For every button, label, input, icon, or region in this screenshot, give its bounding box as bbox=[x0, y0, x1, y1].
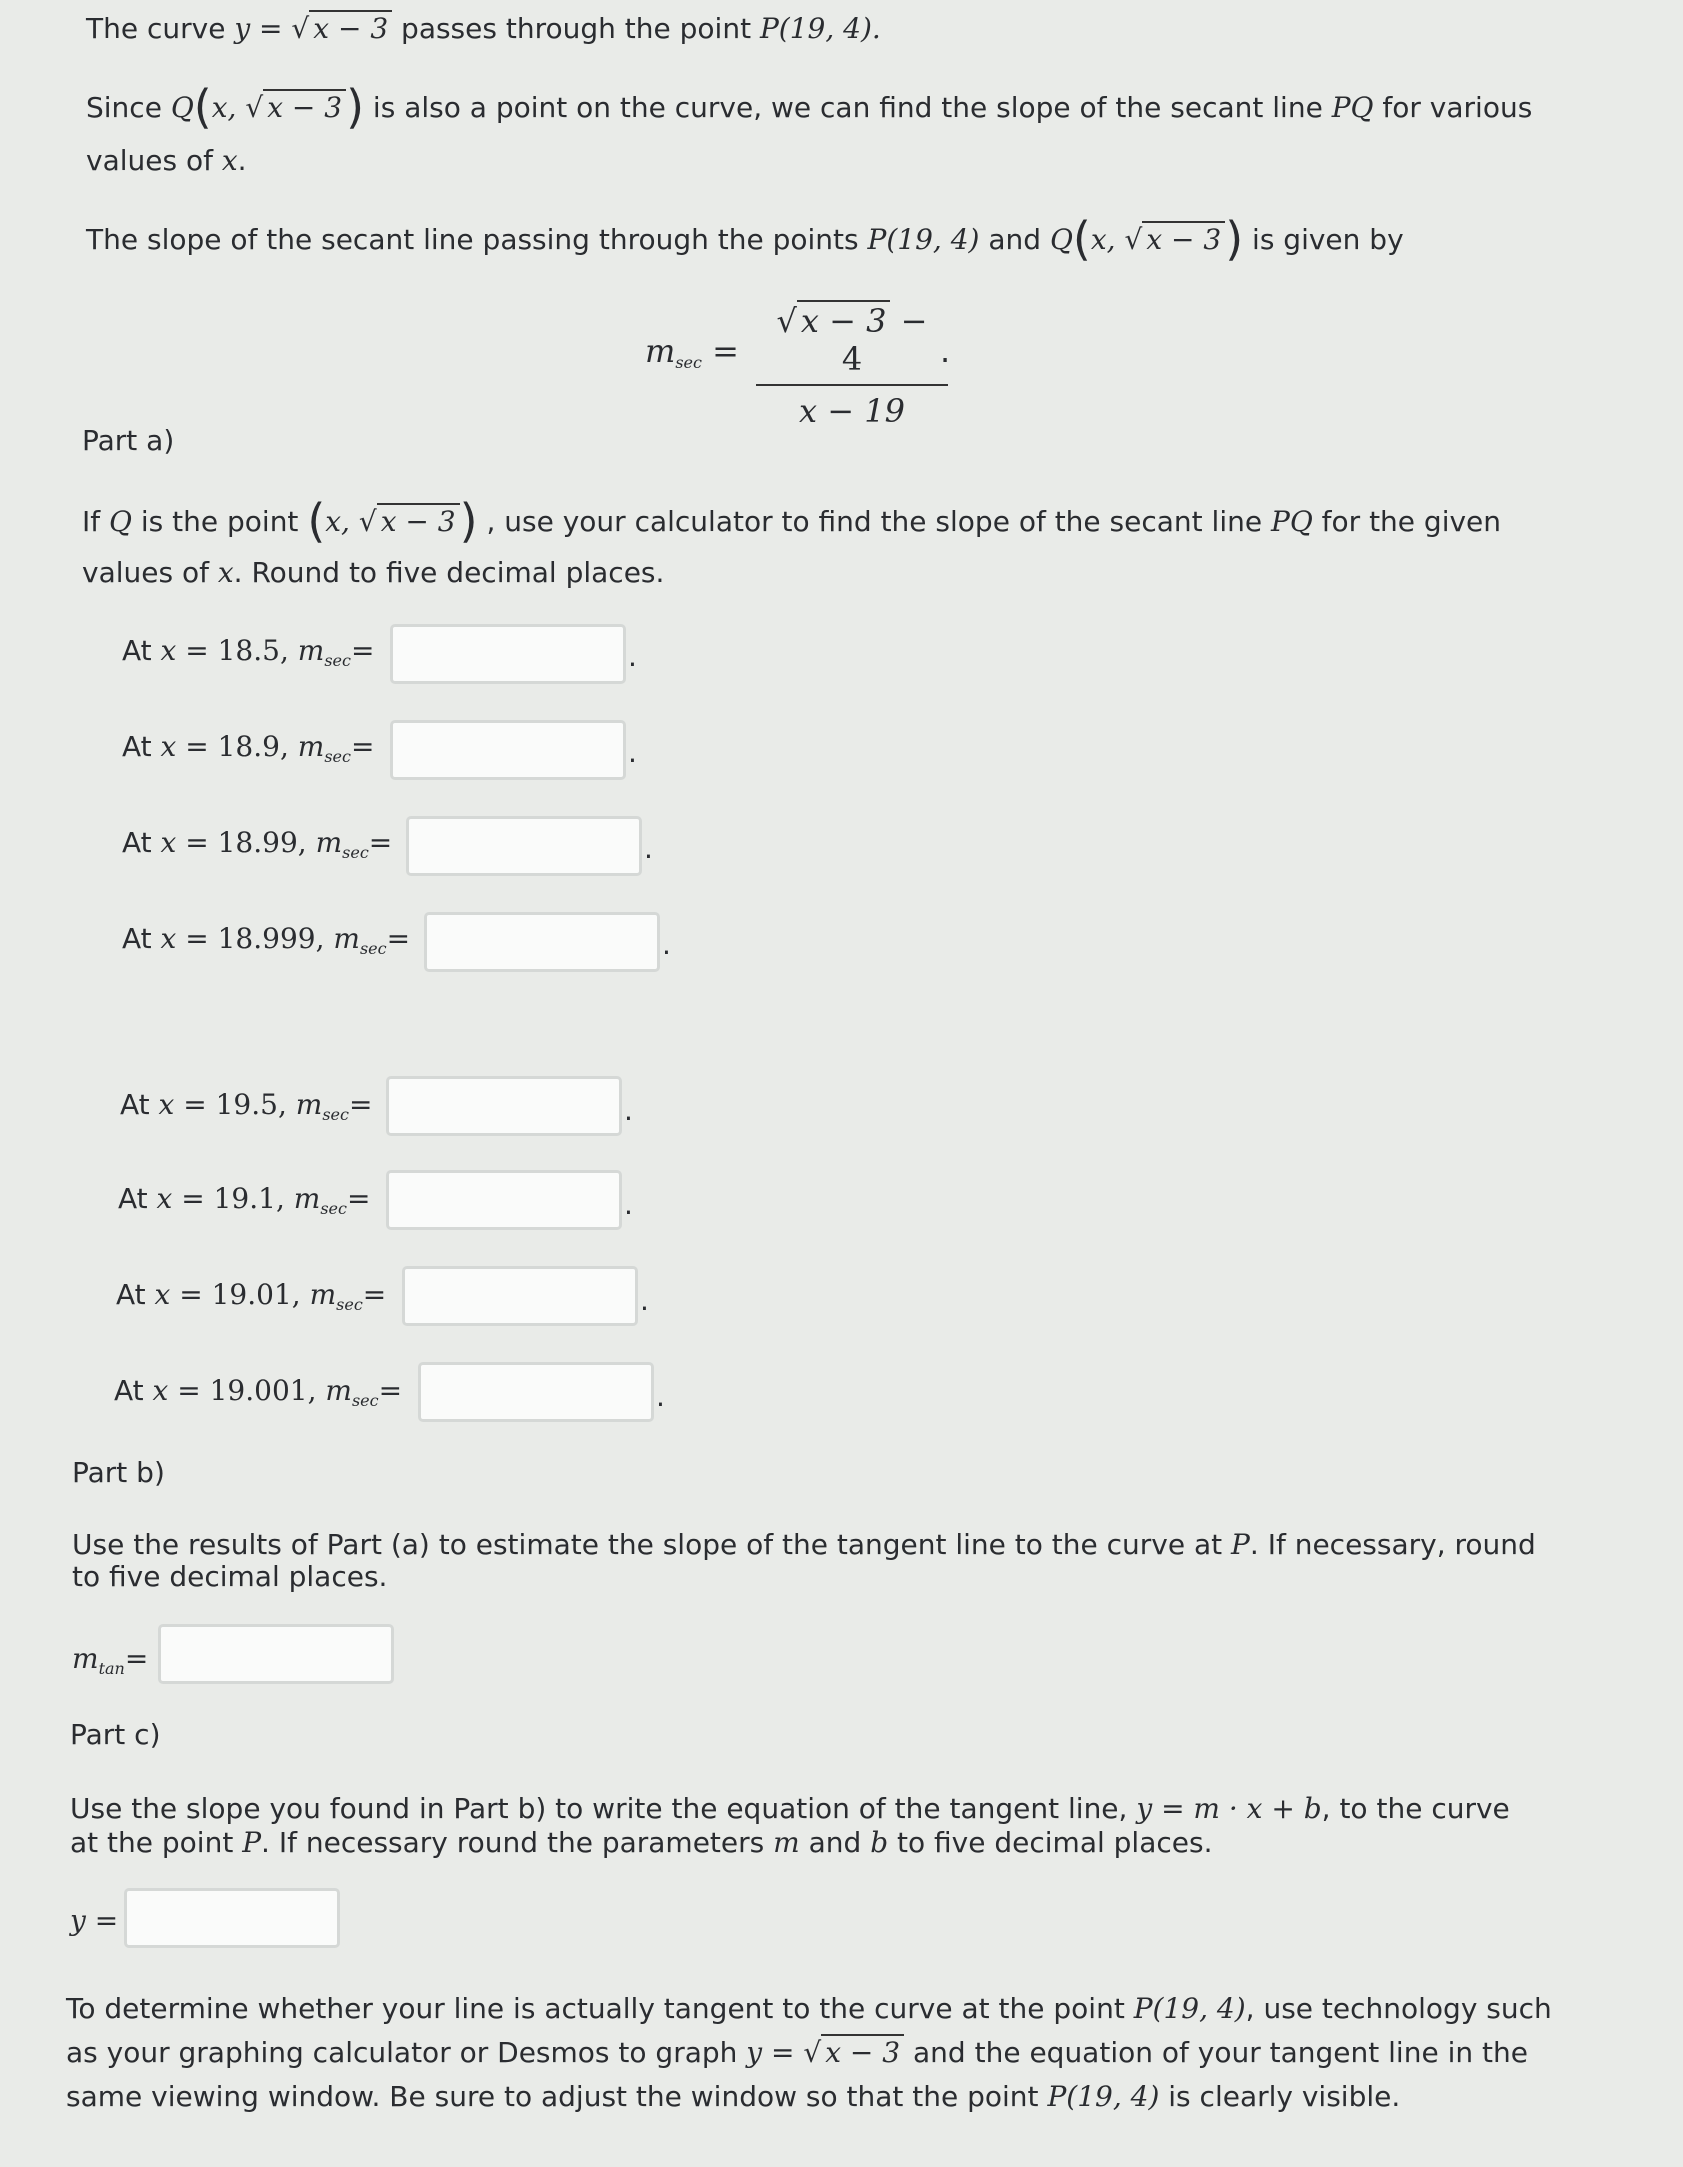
math-y: y bbox=[746, 2036, 763, 2069]
at: At bbox=[122, 730, 161, 763]
part-a-text-1: If Q is the point (x, √ x − 3) , use your calculator to find the slope of the secant line PQ for the given bbox=[82, 494, 1502, 548]
y-label bbox=[70, 1902, 118, 1940]
x-eq: x = bbox=[156, 1182, 214, 1215]
part-b-heading: Part b) bbox=[72, 1456, 165, 1489]
x-eq: x = bbox=[160, 634, 218, 667]
text: . Round to five decimal places. bbox=[233, 556, 665, 589]
answer-input-x-18-999[interactable] bbox=[424, 912, 660, 972]
text: If bbox=[82, 505, 110, 538]
eq: = bbox=[701, 332, 739, 370]
m: m bbox=[309, 1278, 337, 1311]
line-pq: PQ bbox=[1331, 91, 1374, 124]
text: and the equation of your tangent line in the bbox=[904, 2036, 1528, 2069]
math-y: y bbox=[234, 12, 251, 45]
period: . bbox=[628, 736, 637, 769]
point-p: P(19, 4). bbox=[759, 12, 881, 45]
closing-line-2 bbox=[66, 2034, 1528, 2072]
q-x: x, bbox=[325, 505, 350, 538]
math-eq: = bbox=[762, 2036, 804, 2069]
sub: sec bbox=[320, 1199, 347, 1218]
answer-input-x-19-1[interactable] bbox=[386, 1170, 622, 1230]
sqrt-expression: √ x − 3 bbox=[245, 89, 346, 127]
x-value: 18.5, bbox=[217, 634, 289, 667]
m: m bbox=[297, 634, 325, 667]
row-label-2: At x = 18.99, $m_{sec}=$ bbox=[122, 826, 393, 862]
sub: sec bbox=[351, 1391, 379, 1410]
text: same viewing window. Be sure to adjust the window so that the point bbox=[66, 2080, 1048, 2113]
m: m bbox=[295, 1088, 323, 1121]
radicand: x − 3 bbox=[797, 300, 891, 340]
text: . If necessary round the parameters bbox=[261, 1826, 774, 1859]
math-b: b bbox=[870, 1826, 889, 1859]
row-label-7: At x = 19.001, $m_{sec}=$ bbox=[114, 1374, 403, 1410]
at: At bbox=[116, 1278, 155, 1311]
point-q: Q bbox=[109, 505, 132, 538]
period: . bbox=[644, 832, 653, 865]
x-eq: x = bbox=[160, 730, 218, 763]
text: Use the results of Part (a) to estimate the slope of the tangent line to the curve at bbox=[72, 1528, 1232, 1561]
text: and bbox=[799, 1826, 871, 1859]
y: y bbox=[70, 1904, 86, 1937]
x-eq: x = bbox=[152, 1374, 210, 1407]
at: At bbox=[122, 922, 161, 955]
slope-intro: The slope of the secant line passing through the points P(19, 4) and Q(x, √ x − 3) is given by bbox=[86, 212, 1404, 266]
math-eq: = bbox=[250, 12, 292, 45]
closing-line-1 bbox=[66, 1990, 1552, 2028]
answer-input-x-18-9[interactable] bbox=[390, 720, 626, 780]
part-c-text-1 bbox=[70, 1790, 1510, 1828]
answer-input-m-tan[interactable] bbox=[158, 1624, 394, 1684]
text: is clearly visible. bbox=[1159, 2080, 1401, 2113]
answer-input-x-19-01[interactable] bbox=[402, 1266, 638, 1326]
period: . bbox=[640, 1284, 649, 1317]
part-a-text-2 bbox=[82, 554, 664, 592]
sub: sec bbox=[342, 843, 369, 862]
sub: sec bbox=[324, 747, 351, 766]
at: At bbox=[120, 1088, 159, 1121]
math-x: x bbox=[217, 556, 234, 589]
intro-line-2: Since Q(x, √ x − 3) is also a point on the curve, we can find the slope of the secant line PQ for various bbox=[86, 80, 1533, 134]
period: . bbox=[624, 1188, 633, 1221]
point-p: P(19, 4) bbox=[1133, 1992, 1246, 2025]
text: at the point bbox=[70, 1826, 243, 1859]
text: for various bbox=[1373, 91, 1533, 124]
part-c-text-2 bbox=[70, 1824, 1212, 1862]
answer-input-x-18-5[interactable] bbox=[390, 624, 626, 684]
answer-input-x-19-001[interactable] bbox=[418, 1362, 654, 1422]
part-b-text-2: to five decimal places. bbox=[72, 1560, 388, 1593]
x-value: 18.99, bbox=[217, 826, 307, 859]
denominator: x − 19 bbox=[799, 392, 905, 430]
x-value: 19.01, bbox=[211, 1278, 301, 1311]
row-label-0: At x = 18.5, $m_{sec}=$ bbox=[122, 634, 375, 670]
at: At bbox=[122, 826, 161, 859]
m-tan-label: $m_{tan}=$ bbox=[72, 1642, 149, 1678]
x-value: 19.1, bbox=[213, 1182, 285, 1215]
x-value: 18.999, bbox=[217, 922, 325, 955]
m: m bbox=[325, 1374, 352, 1407]
point-p: P bbox=[242, 1826, 262, 1859]
row-label-4: At x = 19.5, $m_{sec}=$ bbox=[120, 1088, 373, 1124]
x-eq: x = bbox=[160, 922, 218, 955]
row-label-3: At x = 18.999, $m_{sec}=$ bbox=[122, 922, 411, 958]
m: m bbox=[315, 826, 343, 859]
text: is the point bbox=[131, 505, 308, 538]
period: . bbox=[662, 928, 671, 961]
math-x: x bbox=[221, 144, 238, 177]
x-value: 19.5, bbox=[215, 1088, 287, 1121]
x-value: 18.9, bbox=[217, 730, 289, 763]
x-eq: x = bbox=[158, 1088, 216, 1121]
q-x: x, bbox=[211, 91, 237, 124]
x-eq: x = bbox=[154, 1278, 212, 1311]
m: m bbox=[645, 332, 676, 370]
period: . bbox=[624, 1094, 633, 1127]
sub: sec bbox=[675, 353, 702, 372]
x-value: 19.001, bbox=[209, 1374, 317, 1407]
point-p: P(19, 4) bbox=[1047, 2080, 1160, 2113]
m: m bbox=[293, 1182, 321, 1215]
period: . bbox=[628, 640, 637, 673]
sqrt-expression: √ x − 3 bbox=[803, 2034, 904, 2072]
text: Use the slope you found in Part b) to write the equation of the tangent line, bbox=[70, 1792, 1137, 1825]
row-label-1: At x = 18.9, $m_{sec}=$ bbox=[122, 730, 375, 766]
x-eq: x = bbox=[160, 826, 218, 859]
point-p: P bbox=[1231, 1528, 1250, 1561]
formula-fraction bbox=[756, 302, 951, 430]
sqrt-expression: √ x − 3 bbox=[359, 503, 460, 541]
intro-line-1 bbox=[86, 10, 881, 48]
text: is given by bbox=[1243, 223, 1404, 256]
fraction-bar bbox=[756, 384, 948, 386]
part-a-heading: Part a) bbox=[82, 424, 175, 457]
text: . If necessary, round bbox=[1249, 1528, 1536, 1561]
m: m bbox=[72, 1642, 99, 1675]
text: Since bbox=[86, 91, 171, 124]
text: To determine whether your line is actually tangent to the curve at the point bbox=[66, 1992, 1134, 2025]
answer-input-tangent-equation[interactable] bbox=[124, 1888, 340, 1948]
radicand: x − 3 bbox=[821, 2034, 904, 2069]
at: At bbox=[114, 1374, 153, 1407]
at: At bbox=[122, 634, 161, 667]
sub: sec bbox=[324, 651, 351, 670]
m: m bbox=[333, 922, 360, 955]
radicand: x − 3 bbox=[1142, 221, 1225, 256]
text: passes through the point bbox=[392, 12, 760, 45]
sub: sec bbox=[336, 1295, 363, 1314]
text: The curve bbox=[86, 12, 235, 45]
answer-input-x-19-5[interactable] bbox=[386, 1076, 622, 1136]
row-label-5: At x = 19.1, $m_{sec}=$ bbox=[118, 1182, 371, 1218]
text: values of bbox=[82, 556, 218, 589]
radicand: x − 3 bbox=[377, 503, 460, 538]
text: , to the curve bbox=[1321, 1792, 1510, 1825]
text: values of bbox=[86, 144, 222, 177]
intro-line-3 bbox=[86, 142, 247, 180]
answer-input-x-18-99[interactable] bbox=[406, 816, 642, 876]
sub: sec bbox=[359, 939, 387, 958]
text: The slope of the secant line passing through the points bbox=[86, 223, 868, 256]
period: . bbox=[656, 1380, 665, 1413]
sqrt-expression: √ x − 3 bbox=[291, 10, 392, 48]
text: . bbox=[237, 144, 247, 177]
text: to five decimal places. bbox=[888, 1826, 1213, 1859]
part-c-heading: Part c) bbox=[70, 1718, 161, 1751]
math-m: m bbox=[773, 1826, 800, 1859]
point-p: P(19, 4) bbox=[867, 223, 980, 256]
closing-line-3 bbox=[66, 2078, 1400, 2116]
line-pq: PQ bbox=[1270, 505, 1313, 538]
text: , use technology such bbox=[1245, 1992, 1552, 2025]
sqrt-expression: √ x − 3 bbox=[1124, 221, 1225, 259]
math-line-eq: y = m · x + b bbox=[1136, 1792, 1322, 1825]
text: and bbox=[979, 223, 1050, 256]
numerator: √ x − 3 − 4 bbox=[776, 302, 928, 378]
text: as your graphing calculator or Desmos to graph bbox=[66, 2036, 747, 2069]
num-tail: − 4 bbox=[841, 302, 928, 378]
text: , use your calculator to find the slope of the secant line bbox=[477, 505, 1271, 538]
radicand: x − 3 bbox=[263, 89, 346, 124]
text: is also a point on the curve, we can find the slope of the secant line bbox=[364, 91, 1332, 124]
text: for the given bbox=[1312, 505, 1502, 538]
eq: = bbox=[85, 1904, 119, 1937]
sub: tan bbox=[98, 1659, 125, 1678]
point-q: Q bbox=[170, 91, 194, 124]
at: At bbox=[118, 1182, 157, 1215]
formula-lhs bbox=[645, 332, 739, 382]
row-label-6: At x = 19.01, $m_{sec}=$ bbox=[116, 1278, 387, 1314]
formula-end: . bbox=[940, 332, 951, 370]
point-q: Q bbox=[1049, 223, 1073, 256]
m: m bbox=[297, 730, 325, 763]
q-x: x, bbox=[1090, 223, 1116, 256]
sub: sec bbox=[322, 1105, 349, 1124]
radicand: x − 3 bbox=[309, 10, 392, 45]
